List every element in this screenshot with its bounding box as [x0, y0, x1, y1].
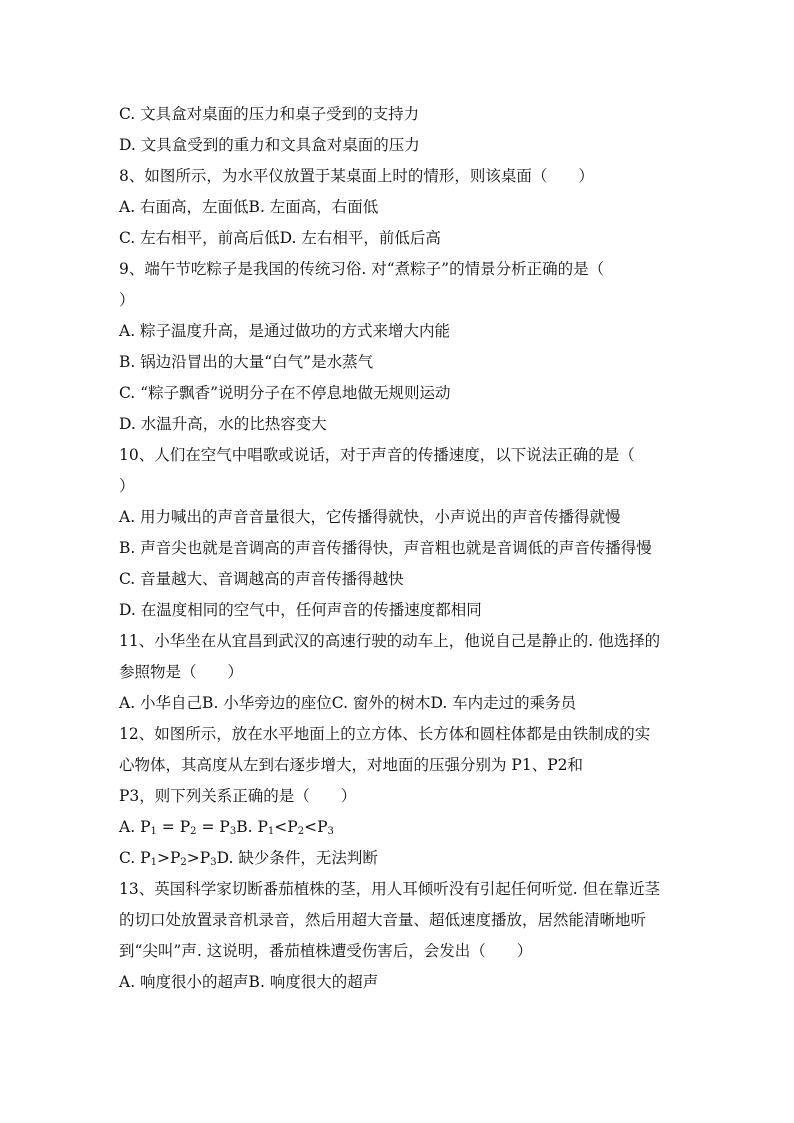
text-line: 心物体，其高度从左到右逐步增大，对地面的压强分别为 P1、P2和 — [119, 756, 584, 774]
option-label: A. — [119, 818, 141, 836]
text-line: 到“尖叫”声. 这说明，番茄植株遭受伤害后，会发出（ ） — [119, 942, 533, 960]
text-line: D. 水温升高，水的比热容变大 — [119, 415, 327, 433]
text-line: 的切口处放置录音机录音，然后用超大音量、超低速度播放，居然能清晰地听 — [119, 911, 647, 929]
question-12: 12、如图所示，放在水平地面上的立方体、长方体和圆柱体都是由铁制成的实 — [119, 725, 651, 743]
text-line: B. 声音尖也就是音调高的声音传播得快，声音粗也就是音调低的声音传播得慢 — [119, 539, 652, 557]
text-line: ） — [119, 477, 135, 495]
text-line: P3，则下列关系正确的是（ ） — [119, 787, 357, 805]
text-line: C. 左右相平，前高后低D. 左右相平，前低后高 — [119, 229, 441, 247]
text-line: A. 响度很小的超声B. 响度很大的超声 — [119, 973, 379, 991]
question-11: 11、小华坐在从宜昌到武汉的高速行驶的动车上，他说自己是静止的. 他选择的 — [119, 632, 661, 650]
text-line: A. 用力喊出的声音音量很大，它传播得就快，小声说出的声音传播得就慢 — [119, 508, 621, 526]
text-line: B. 锅边沿冒出的大量“白气”是水蒸气 — [119, 353, 374, 371]
text-line: A. 小华自己B. 小华旁边的座位C. 窗外的树木D. 车内走过的乘务员 — [119, 694, 577, 712]
formula-line-a: A. $P_1 = P_2 = P_3B$. $P_1<P_2<P_3$ — [119, 818, 334, 837]
text-line: A. 粽子温度升高，是通过做功的方式来增大内能 — [119, 322, 451, 340]
text-line: C. 文具盒对桌面的压力和桌子受到的支持力 — [119, 105, 420, 123]
question-9: 9、端午节吃粽子是我国的传统习俗. 对“煮粽子”的情景分析正确的是（ — [119, 260, 605, 278]
option-label: B. — [236, 818, 258, 836]
text-line: 参照物是（ ） — [119, 663, 244, 681]
text-line: C. “粽子飘香”说明分子在不停息地做无规则运动 — [119, 384, 451, 402]
text-line: ） — [119, 291, 135, 309]
text-line: C. 音量越大、音调越高的声音传播得越快 — [119, 570, 404, 588]
question-10: 10、人们在空气中唱歌或说话，对于声音的传播速度，以下说法正确的是（ — [119, 446, 635, 464]
question-text — [119, 99, 679, 998]
question-8: 8、如图所示，为水平仪放置于某桌面上时的情形，则该桌面（ ） — [119, 167, 594, 185]
question-13: 13、英国科学家切断番茄植株的茎，用人耳倾听没有引起任何听觉. 但在靠近茎 — [119, 880, 661, 898]
text-line: D. 在温度相同的空气中，任何声音的传播速度都相同 — [119, 601, 482, 619]
formula-line-c: C. $P_1>P_2>P_3D$. 缺少条件，无法判断 — [119, 849, 378, 868]
option-label: C. — [119, 849, 141, 867]
text-line: D. 文具盒受到的重力和文具盒对桌面的压力 — [119, 136, 420, 154]
text-line: A. 右面高，左面低B. 左面高，右面低 — [119, 198, 379, 216]
